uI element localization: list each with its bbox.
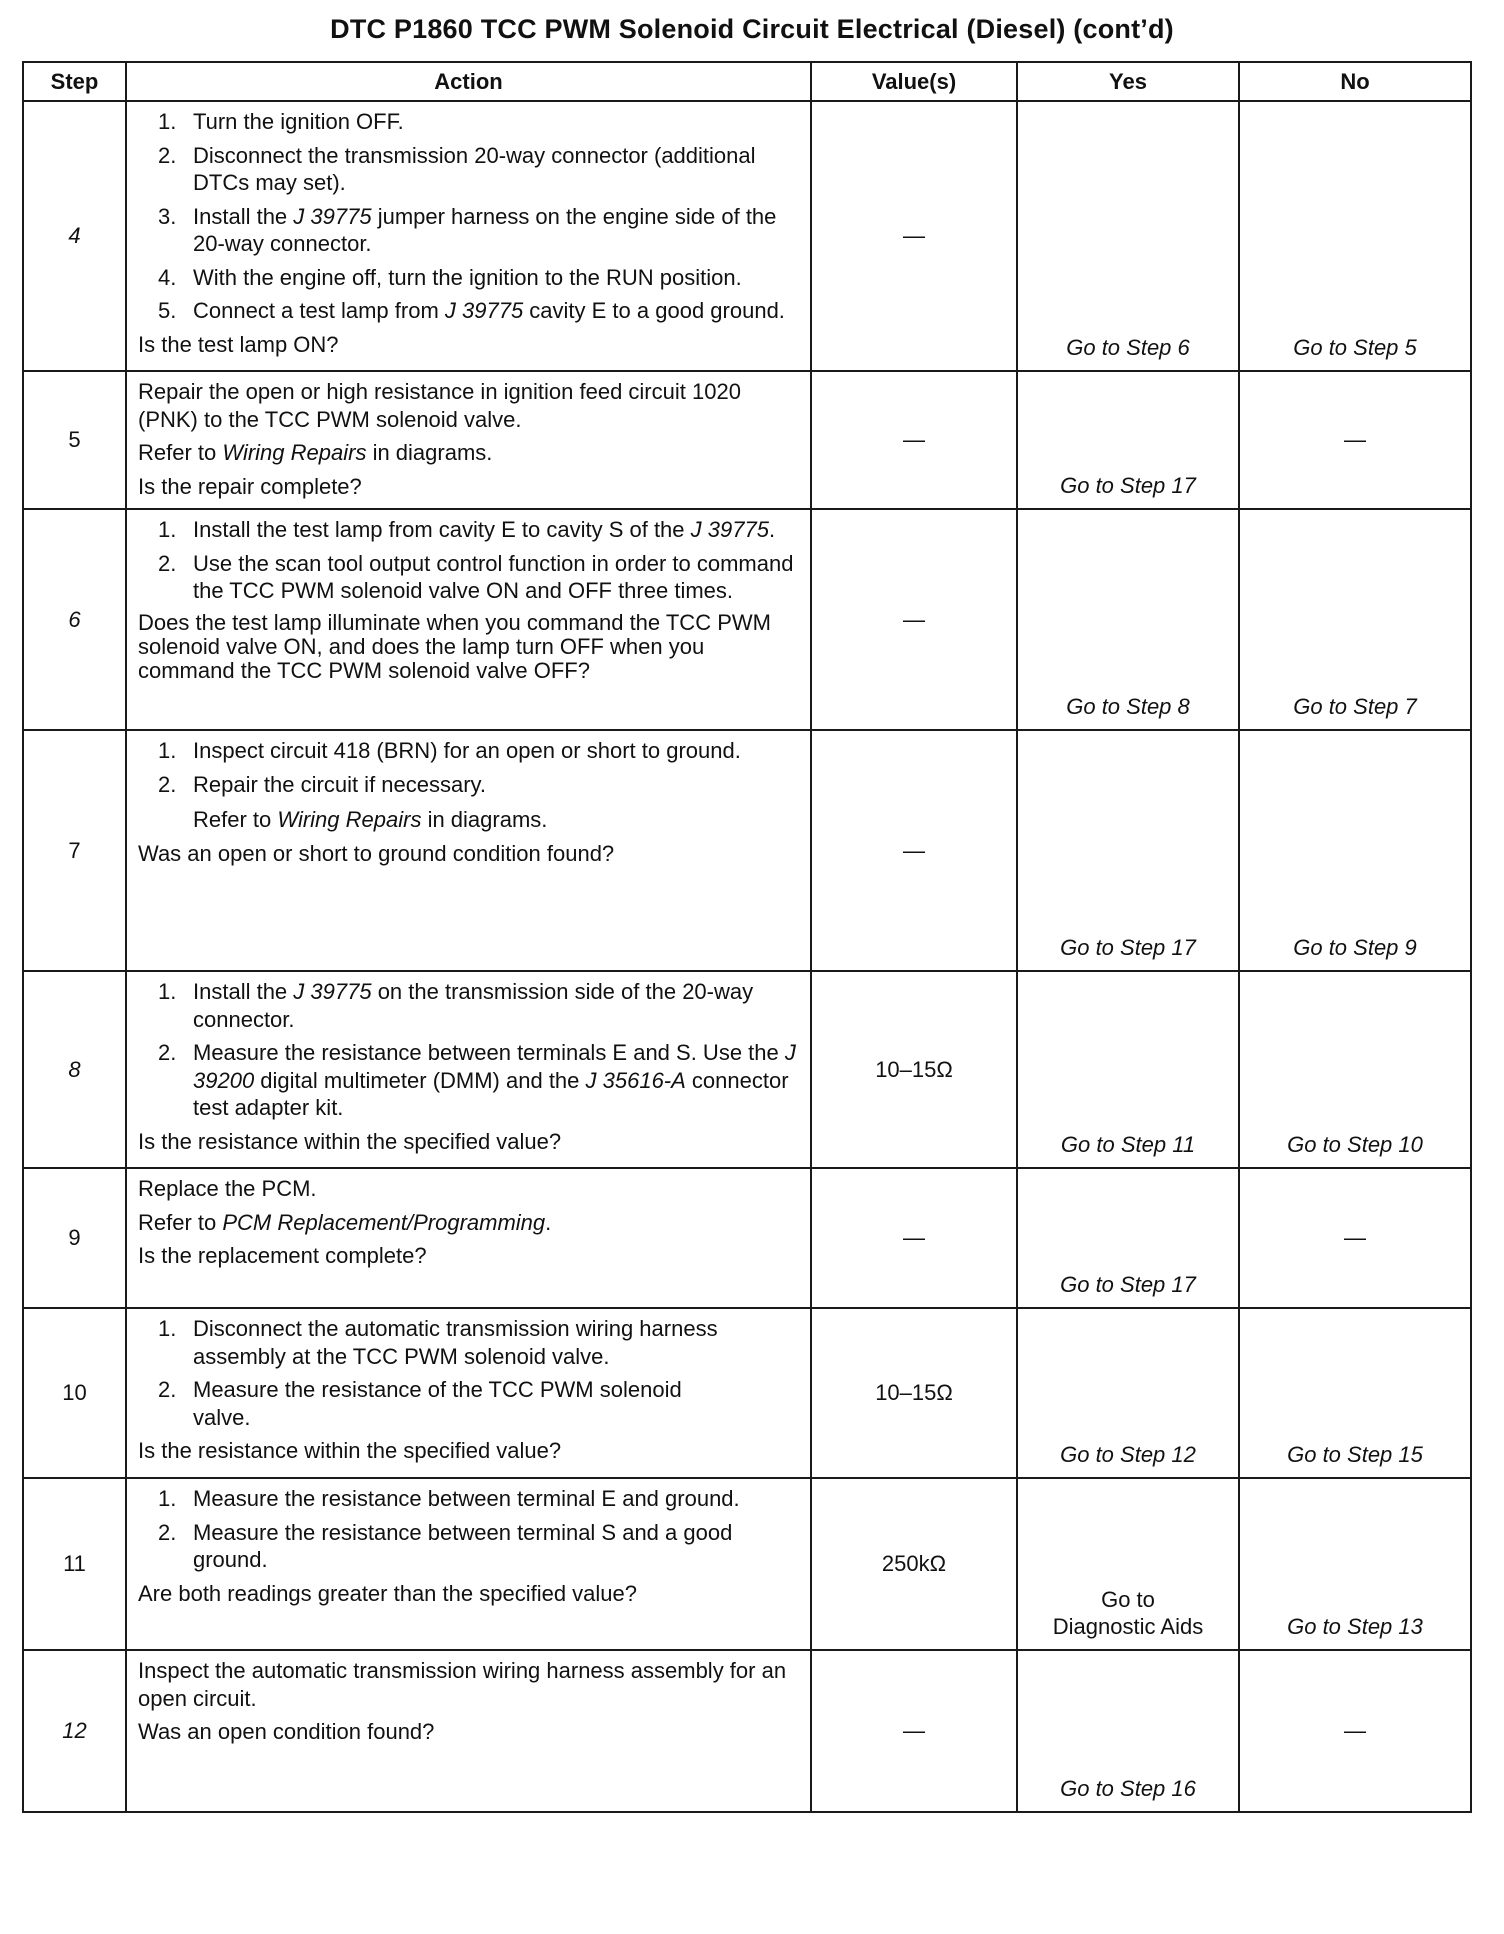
table-row-step-9 (23, 1168, 1471, 1308)
value-cell: — (811, 509, 1017, 730)
action-question: Is the resistance within the specified value? (138, 1438, 562, 1463)
header-no: No (1239, 62, 1471, 101)
action-text: Replace the PCM. (138, 1176, 317, 1201)
action-question: Is the test lamp ON? (138, 331, 339, 357)
value-cell: 250kΩ (811, 1478, 1017, 1650)
doc-reference: Wiring Repairs (222, 440, 367, 465)
table-row-step-11 (23, 1478, 1471, 1650)
action-cell (126, 1168, 811, 1308)
doc-reference: Wiring Repairs (277, 807, 422, 832)
header-values: Value(s) (811, 62, 1017, 101)
yes-cell: Go to Step 17 (1017, 1168, 1239, 1308)
no-cell: Go to Step 7 (1239, 509, 1471, 730)
action-cell (126, 1308, 811, 1478)
action-cell (126, 1478, 811, 1650)
doc-reference: PCM Replacement/Programming (222, 1209, 546, 1235)
no-cell: Go to Step 9 (1239, 730, 1471, 971)
action-item: 3. Install the J 39775 jumper harness on the engine side of the 20-way connector. (158, 203, 777, 256)
action-item: 1. Inspect circuit 418 (BRN) for an open or short to ground. (158, 738, 741, 763)
step-number: 6 (23, 509, 126, 730)
value-cell: — (811, 730, 1017, 971)
step-number: 4 (23, 101, 126, 371)
value-cell: — (811, 371, 1017, 509)
action-cell (126, 371, 811, 509)
action-text: Inspect the automatic transmission wiring harness assembly for an open circuit. (138, 1658, 787, 1711)
action-item: 2. Measure the resistance between terminal S and a good ground. (158, 1519, 733, 1572)
no-cell: Go to Step 5 (1239, 101, 1471, 371)
action-item: 5. Connect a test lamp from J 39775 cavity E to a good ground. (158, 298, 785, 323)
action-item: 1. Disconnect the automatic transmission wiring harness assembly at the TCC PWM solenoid valve. (158, 1316, 718, 1369)
value-cell: — (811, 101, 1017, 371)
action-text: Refer to Wiring Repairs in diagrams. (138, 440, 493, 465)
value-cell: 10–15Ω (811, 1308, 1017, 1478)
tool-reference: J 35616-A (585, 1067, 686, 1093)
table-row-step-12 (23, 1650, 1471, 1812)
header-step: Step (23, 62, 126, 101)
step-number: 8 (23, 971, 126, 1168)
yes-cell: Go to Step 17 (1017, 371, 1239, 509)
step-number: 9 (23, 1168, 126, 1308)
action-text: Refer to PCM Replacement/Programming. (138, 1209, 552, 1235)
table-row-step-5 (23, 371, 1471, 509)
no-cell: — (1239, 1650, 1471, 1812)
table-header-row (23, 62, 1471, 101)
no-cell: Go to Step 13 (1239, 1478, 1471, 1650)
step-number: 10 (23, 1308, 126, 1478)
action-item: 1. Install the J 39775 on the transmission side of the 20-way connector. (158, 979, 754, 1032)
no-cell: — (1239, 371, 1471, 509)
page-title: DTC P1860 TCC PWM Solenoid Circuit Electrical (Diesel) (cont’d) (330, 14, 1174, 44)
step-number: 7 (23, 730, 126, 971)
action-question: Was an open condition found? (138, 1719, 435, 1744)
action-cell (126, 509, 811, 730)
yes-cell (1017, 1478, 1239, 1650)
action-cell (126, 101, 811, 371)
action-question: Is the replacement complete? (138, 1243, 427, 1268)
action-cell (126, 730, 811, 971)
yes-text-line: Go to (1101, 1587, 1155, 1613)
action-item: 1. Measure the resistance between terminal E and ground. (158, 1486, 740, 1511)
yes-cell: Go to Step 8 (1017, 509, 1239, 730)
table-row-step-7 (23, 730, 1471, 971)
action-item: 4. With the engine off, turn the ignition to the RUN position. (158, 264, 742, 290)
no-cell: — (1239, 1168, 1471, 1308)
table-row-step-6 (23, 509, 1471, 730)
action-cell (126, 971, 811, 1168)
step-number: 5 (23, 371, 126, 509)
tool-reference: J 39775 (293, 979, 372, 1004)
diagnostic-table (22, 61, 1472, 1813)
step-number: 12 (23, 1650, 126, 1812)
action-item: 2. Use the scan tool output control function in order to command the TCC PWM solenoid valve ON and OFF three times. (158, 550, 794, 603)
value-cell: — (811, 1168, 1017, 1308)
tool-reference: J 39775 (293, 203, 372, 229)
no-cell: Go to Step 15 (1239, 1308, 1471, 1478)
tool-reference: J 39200 (193, 1040, 796, 1093)
action-item: 1. Install the test lamp from cavity E to cavity S of the J 39775. (158, 517, 776, 542)
action-question: Was an open or short to ground condition found? (138, 840, 615, 866)
yes-cell: Go to Step 16 (1017, 1650, 1239, 1812)
action-question: Does the test lamp illuminate when you command the TCC PWM solenoid valve ON, and does the lamp turn OFF when you command the TCC PWM solenoid valve OFF? (138, 609, 771, 683)
step-number: 11 (23, 1478, 126, 1650)
action-cell (126, 1650, 811, 1812)
yes-text-line: Diagnostic Aids (1052, 1614, 1204, 1640)
action-question: Are both readings greater than the specified value? (138, 1580, 637, 1606)
yes-cell: Go to Step 12 (1017, 1308, 1239, 1478)
action-item: 1. Turn the ignition OFF. (158, 109, 404, 134)
yes-cell: Go to Step 17 (1017, 730, 1239, 971)
yes-cell: Go to Step 11 (1017, 971, 1239, 1168)
action-item: 2. Disconnect the transmission 20-way connector (additional DTCs may set). (158, 142, 756, 195)
action-item: 2. Measure the resistance of the TCC PWM solenoid valve. (158, 1377, 682, 1430)
header-yes: Yes (1017, 62, 1239, 101)
no-cell: Go to Step 10 (1239, 971, 1471, 1168)
action-question: Is the repair complete? (138, 473, 362, 499)
value-cell: 10–15Ω (811, 971, 1017, 1168)
action-text: Repair the open or high resistance in ignition feed circuit 1020 (PNK) to the TCC PWM solenoid valve. (138, 379, 741, 432)
action-item: 2. Repair the circuit if necessary. Refer to Wiring Repairs in diagrams. (158, 771, 548, 832)
header-action: Action (126, 62, 811, 101)
value-cell: — (811, 1650, 1017, 1812)
table-row-step-8 (23, 971, 1471, 1168)
table-row-step-4 (23, 101, 1471, 371)
tool-reference: J 39775 (690, 517, 769, 542)
yes-cell: Go to Step 6 (1017, 101, 1239, 371)
tool-reference: J 39775 (444, 298, 524, 323)
action-question: Is the resistance within the specified value? (138, 1128, 562, 1154)
table-row-step-10 (23, 1308, 1471, 1478)
action-item: 2. Measure the resistance between terminals E and S. Use the J 39200 digital multimeter (DMM) and the J 35616-A connector test adapter kit. (158, 1040, 796, 1120)
